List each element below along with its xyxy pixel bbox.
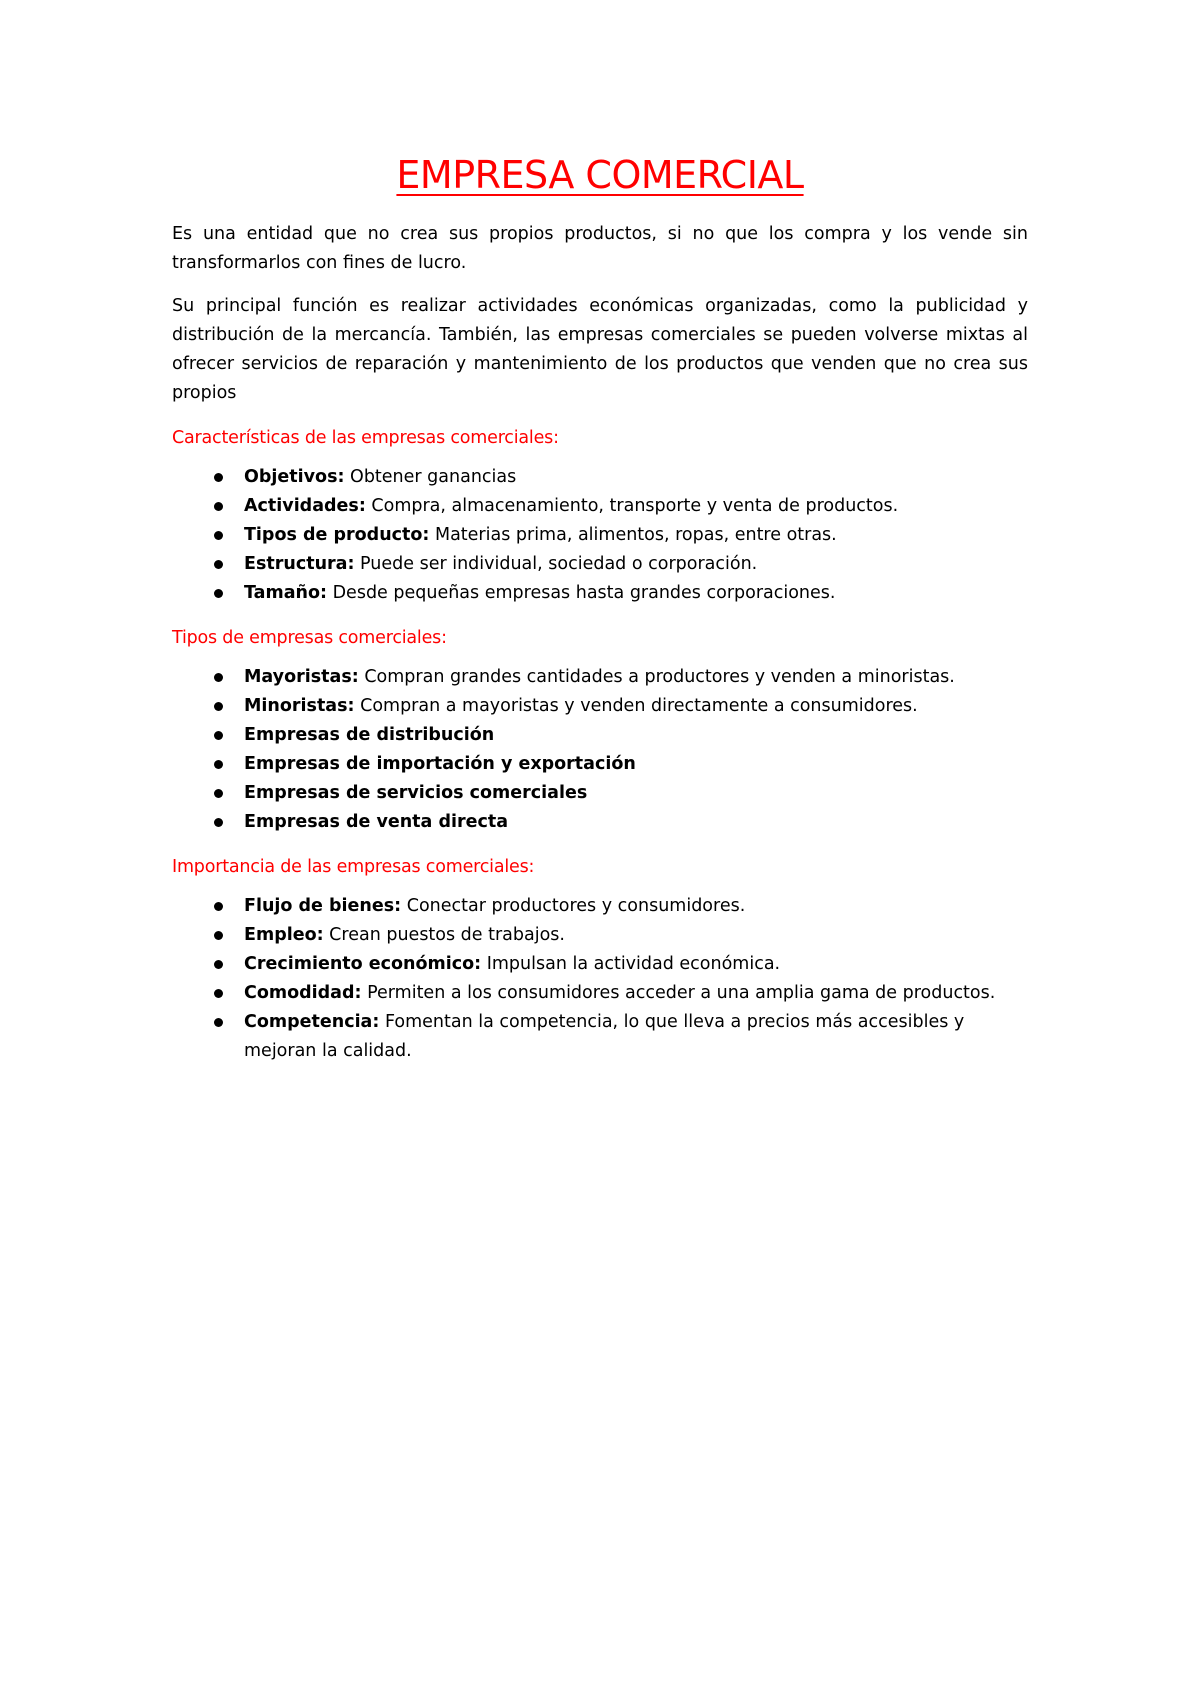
item-term: Competencia:	[244, 1012, 380, 1032]
item-text: Compra, almacenamiento, transporte y venta de productos.	[365, 496, 899, 516]
document-title: EMPRESA COMERCIAL	[396, 153, 804, 197]
list-item	[172, 492, 1028, 521]
list-item	[172, 721, 1028, 750]
item-text: Impulsan la actividad económica.	[481, 954, 781, 974]
list-item	[172, 892, 1028, 921]
item-text: Compran grandes cantidades a productores y venden a minoristas.	[358, 667, 955, 687]
list-item	[172, 550, 1028, 579]
item-text: Obtener ganancias	[344, 467, 517, 487]
list-item	[172, 950, 1028, 979]
list-item	[172, 779, 1028, 808]
list-item	[172, 750, 1028, 779]
section-heading-caracteristicas: Características de las empresas comerciales:	[172, 428, 559, 448]
list-item	[172, 463, 1028, 492]
item-text: Crean puestos de trabajos.	[323, 925, 565, 945]
item-term: Flujo de bienes:	[244, 896, 402, 916]
list-item	[172, 521, 1028, 550]
item-term: Empresas de importación y exportación	[244, 754, 636, 774]
list-importancia	[172, 892, 1028, 1066]
item-term: Tamaño:	[244, 583, 328, 603]
item-term: Crecimiento económico:	[244, 954, 482, 974]
list-item	[172, 921, 1028, 950]
list-item	[172, 579, 1028, 608]
list-item	[172, 808, 1028, 837]
list-caracteristicas	[172, 463, 1028, 608]
list-tipos	[172, 663, 1028, 837]
list-item	[172, 692, 1028, 721]
list-item	[172, 663, 1028, 692]
item-text: Desde pequeñas empresas hasta grandes corporaciones.	[327, 583, 836, 603]
section-heading-tipos: Tipos de empresas comerciales:	[172, 628, 447, 648]
item-term: Empresas de servicios comerciales	[244, 783, 588, 803]
item-term: Tipos de producto:	[244, 525, 430, 545]
item-term: Objetivos:	[244, 467, 345, 487]
item-text: Compran a mayoristas y venden directamente a consumidores.	[354, 696, 918, 716]
item-term: Empresas de distribución	[244, 725, 495, 745]
list-item	[172, 979, 1028, 1008]
item-term: Actividades:	[244, 496, 366, 516]
item-term: Comodidad:	[244, 983, 362, 1003]
item-text: Fomentan la competencia, lo que lleva a precios más accesibles y mejoran la calidad.	[244, 1012, 965, 1061]
intro-paragraph: Es una entidad que no crea sus propios productos, si no que los compra y los vende sin transformarlos con fines de lucro.	[172, 224, 1028, 273]
item-text: Puede ser individual, sociedad o corporación.	[354, 554, 758, 574]
item-term: Empleo:	[244, 925, 324, 945]
function-paragraph: Su principal función es realizar actividades económicas organizadas, como la publicidad y distribución de la mercancía. También, las empresas comerciales se pueden volverse mixtas al ofrecer servicios de reparación y mantenimiento de los productos que venden que no crea sus propios	[172, 296, 1028, 403]
item-term: Mayoristas:	[244, 667, 359, 687]
item-term: Empresas de venta directa	[244, 812, 509, 832]
section-heading-importancia: Importancia de las empresas comerciales:	[172, 857, 535, 877]
item-text: Conectar productores y consumidores.	[401, 896, 746, 916]
item-text: Materias prima, alimentos, ropas, entre otras.	[429, 525, 837, 545]
list-item	[172, 1008, 1028, 1066]
item-text: Permiten a los consumidores acceder a una amplia gama de productos.	[361, 983, 996, 1003]
item-term: Minoristas:	[244, 696, 355, 716]
item-term: Estructura:	[244, 554, 355, 574]
